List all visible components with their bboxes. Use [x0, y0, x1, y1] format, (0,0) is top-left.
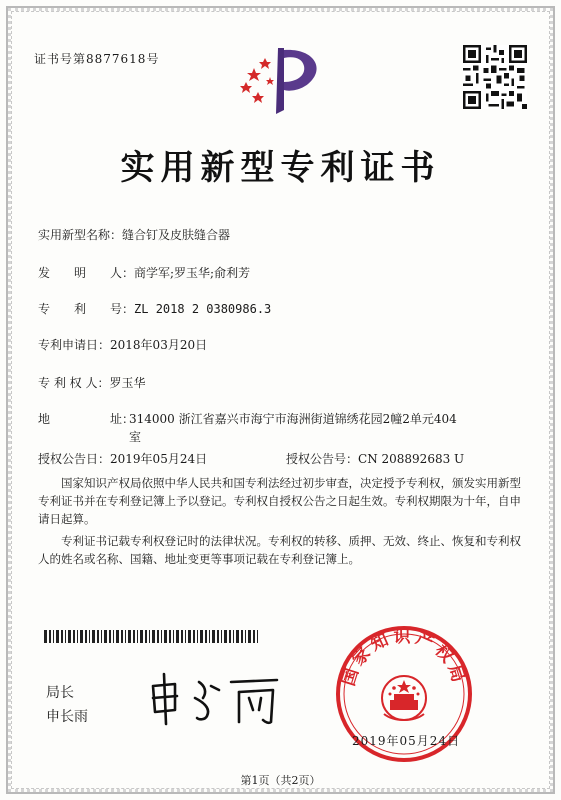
barcode-bar: [104, 630, 107, 643]
barcode-bar: [181, 630, 183, 643]
barcode-bar: [193, 630, 195, 643]
signatory-role: 局长: [46, 685, 74, 701]
barcode-bar: [221, 630, 222, 643]
seal-date: 2019年05月24日: [352, 734, 461, 748]
notes-paragraph-1: 国家知识产权局依照中华人民共和国专利法经过初步审查，决定授予专利权，颁发实用新型专利证书并在专利登记簿上予以登记。专利权自授权公告之日起生效。专利权期限为十年，自申请日起算。: [38, 476, 521, 526]
barcode-bar: [209, 630, 210, 643]
barcode-bar: [212, 630, 215, 643]
barcode-bar: [241, 630, 243, 643]
barcode-bar: [53, 630, 54, 643]
barcode-bar: [65, 630, 66, 643]
barcode-bar: [245, 630, 246, 643]
svg-text:国家知识产权局: [339, 627, 469, 688]
barcode-bar: [197, 630, 198, 643]
barcode-bar: [229, 630, 231, 643]
signatory-name: 申长雨: [46, 709, 88, 725]
field-grant-date: [38, 450, 207, 467]
page-number: 第1页（共2页）: [240, 774, 321, 787]
field-label: 地 址：: [38, 412, 135, 426]
barcode-bar: [116, 630, 119, 643]
barcode-bar: [140, 630, 143, 643]
barcode-bar: [176, 630, 179, 643]
barcode-bar: [248, 630, 251, 643]
barcode-bar: [113, 630, 114, 643]
field-label: 专 利 号：: [38, 302, 135, 316]
field-grant-number: [286, 450, 464, 467]
field-application-date: [38, 336, 207, 353]
handwritten-signature: [145, 668, 285, 728]
field-inventor: [38, 264, 250, 281]
barcode-bar: [80, 630, 83, 643]
barcode-bar: [173, 630, 174, 643]
barcode-bar: [77, 630, 78, 643]
field-value: CN 208892683 U: [358, 452, 465, 466]
barcode-bar: [56, 630, 59, 643]
field-value: 缝合钉及皮肤缝合器: [122, 228, 231, 242]
barcode-bar: [152, 630, 155, 643]
notes-paragraph-2: 专利证书记载专利权登记时的法律状况。专利权的转移、质押、无效、终止、恢复和专利权人的姓名或名称、国籍、地址变更等事项记载在专利登记簿上。: [38, 534, 521, 566]
field-value: ZL 2018 2 0380986.3: [134, 302, 272, 316]
barcode-bar: [217, 630, 219, 643]
barcode-bar: [145, 630, 147, 643]
barcode-bar: [161, 630, 162, 643]
barcode-bar: [164, 630, 167, 643]
field-address-value: 314000 浙江省嘉兴市海宁市海洲街道锦绣花园2幢2单元404室: [129, 412, 457, 444]
barcode-bar: [68, 630, 71, 643]
barcode-bar: [133, 630, 135, 643]
barcode-bar: [109, 630, 111, 643]
barcode-icon: [44, 630, 260, 643]
barcode-bar: [137, 630, 138, 643]
barcode-bar: [97, 630, 99, 643]
barcode-bar: [49, 630, 51, 643]
barcode-bar: [205, 630, 207, 643]
field-label: 专利申请日：: [38, 338, 111, 352]
certificate-title: 实用新型专利证书: [120, 148, 441, 188]
field-value: 罗玉华: [109, 376, 146, 390]
barcode-bar: [253, 630, 255, 643]
barcode-bar: [257, 630, 258, 643]
barcode-bar: [233, 630, 234, 643]
field-label: 发 明 人：: [38, 266, 135, 280]
barcode-bar: [89, 630, 90, 643]
seal-text: 国家知识产权局: [338, 627, 470, 689]
cnipa-logo-icon: [232, 44, 328, 116]
barcode-bar: [128, 630, 131, 643]
barcode-bar: [73, 630, 75, 643]
barcode-bar: [101, 630, 102, 643]
barcode-bar: [149, 630, 150, 643]
barcode-bar: [236, 630, 239, 643]
field-value: 2019年05月24日: [110, 452, 208, 466]
qr-code-icon: [463, 45, 527, 109]
field-label: 授权公告号：: [286, 452, 359, 466]
field-utility-name: [38, 226, 230, 243]
barcode-bar: [200, 630, 203, 643]
field-label: 专 利 权 人：: [38, 376, 110, 390]
barcode-bar: [157, 630, 159, 643]
field-label: 实用新型名称：: [38, 228, 123, 242]
barcode-bar: [169, 630, 171, 643]
barcode-bar: [121, 630, 123, 643]
field-value: 2018年03月20日: [110, 338, 208, 352]
barcode-bar: [92, 630, 95, 643]
field-value: 商学军;罗玉华;俞利芳: [134, 266, 251, 280]
barcode-bar: [224, 630, 227, 643]
barcode-bar: [125, 630, 126, 643]
field-address-label: [38, 410, 134, 427]
field-patentee: [38, 374, 145, 391]
certificate-number: 证书号第8877618号: [34, 52, 160, 66]
field-patent-number: [38, 300, 271, 317]
barcode-bar: [185, 630, 186, 643]
barcode-bar: [85, 630, 87, 643]
barcode-bar: [44, 630, 47, 643]
field-label: 授权公告日：: [38, 452, 111, 466]
barcode-bar: [61, 630, 63, 643]
barcode-bar: [188, 630, 191, 643]
